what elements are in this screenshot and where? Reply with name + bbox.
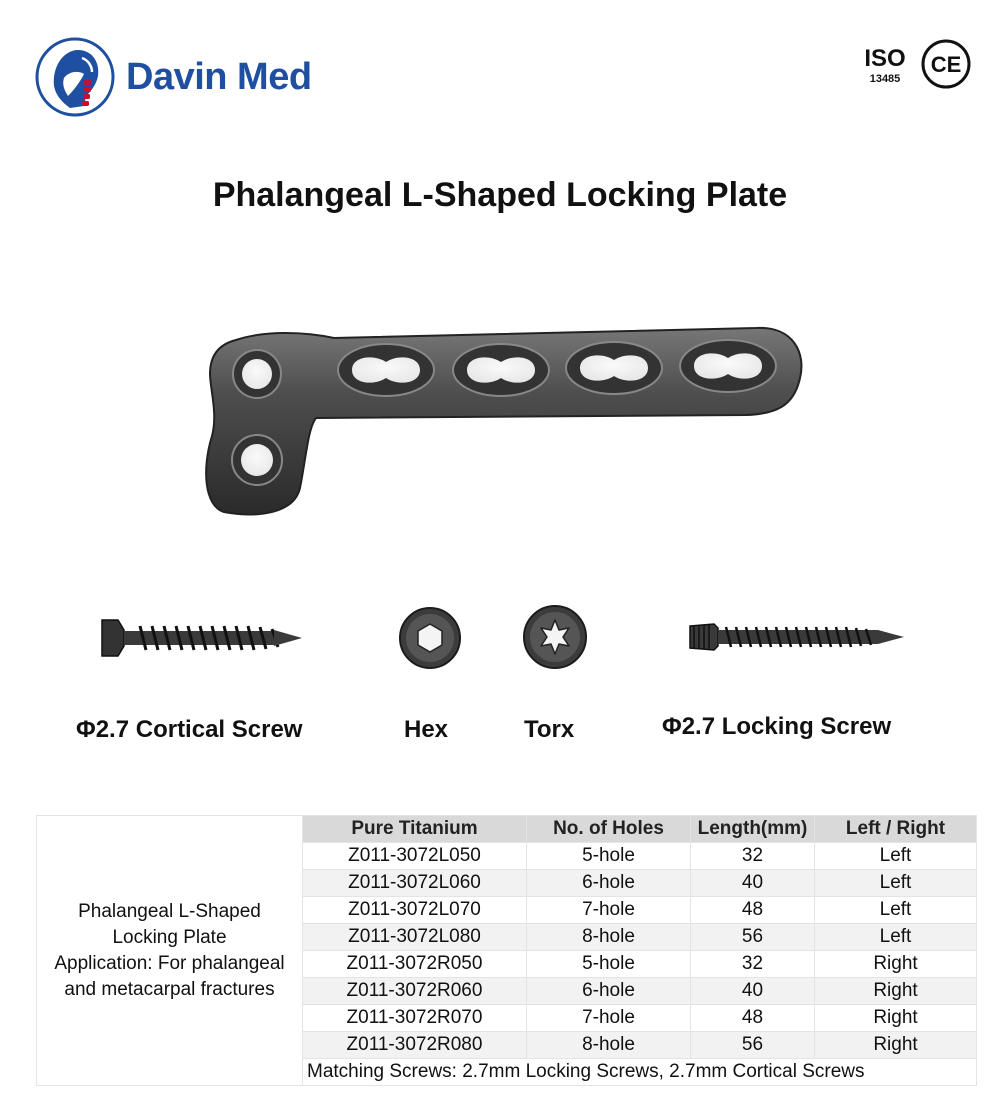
- hole-count: 7-hole: [527, 1005, 691, 1032]
- length: 56: [691, 924, 815, 951]
- column-header-side: Left / Right: [815, 816, 977, 843]
- product-description: [37, 816, 303, 1086]
- part-number: Z011-3072R070: [303, 1005, 527, 1032]
- hole-count: 5-hole: [527, 843, 691, 870]
- brand-name: Davin Med: [126, 56, 312, 98]
- iso-text: ISO: [864, 45, 906, 72]
- hole-count: 8-hole: [527, 1032, 691, 1059]
- side: Left: [815, 924, 977, 951]
- table-header-row: [37, 816, 977, 843]
- column-header-material: Pure Titanium: [303, 816, 527, 843]
- description-line: Application: For phalangeal: [54, 952, 285, 974]
- description-line: and metacarpal fractures: [64, 978, 275, 1000]
- part-number: Z011-3072L060: [303, 870, 527, 897]
- locking-screw-icon: [688, 618, 908, 656]
- side: Right: [815, 1032, 977, 1059]
- torx-label: Torx: [524, 716, 575, 743]
- description-line: Phalangeal L-Shaped: [78, 900, 261, 922]
- l-shaped-locking-plate-image: [196, 318, 808, 524]
- side: Right: [815, 978, 977, 1005]
- specification-table: [36, 815, 977, 1086]
- hole-count: 5-hole: [527, 951, 691, 978]
- length: 32: [691, 843, 815, 870]
- hole-count: 6-hole: [527, 870, 691, 897]
- column-header-length: Length(mm): [691, 816, 815, 843]
- column-header-holes: No. of Holes: [527, 816, 691, 843]
- length: 56: [691, 1032, 815, 1059]
- locking-screw-label: Φ2.7 Locking Screw: [662, 713, 892, 740]
- side: Right: [815, 1005, 977, 1032]
- cortical-screw-label: Φ2.7 Cortical Screw: [76, 716, 303, 743]
- description-line: Locking Plate: [112, 926, 227, 948]
- hole-count: 8-hole: [527, 924, 691, 951]
- length: 32: [691, 951, 815, 978]
- iso-number: 13485: [869, 73, 901, 85]
- part-number: Z011-3072R080: [303, 1032, 527, 1059]
- ce-mark-badge: [920, 38, 972, 90]
- side: Left: [815, 870, 977, 897]
- matching-screws-note: Matching Screws: 2.7mm Locking Screws, 2.7mm Cortical Screws: [303, 1059, 977, 1086]
- side: Left: [815, 897, 977, 924]
- length: 48: [691, 897, 815, 924]
- side: Right: [815, 951, 977, 978]
- hex-head-icon: [398, 606, 462, 670]
- ce-text: CE: [930, 52, 962, 77]
- iso-13485-badge: [858, 40, 912, 86]
- length: 48: [691, 1005, 815, 1032]
- torx-head-icon: [522, 604, 588, 670]
- hole-count: 7-hole: [527, 897, 691, 924]
- part-number: Z011-3072L070: [303, 897, 527, 924]
- length: 40: [691, 978, 815, 1005]
- part-number: Z011-3072L050: [303, 843, 527, 870]
- page-header: [0, 0, 1000, 130]
- brand-logo-icon: [34, 36, 116, 118]
- hex-label: Hex: [404, 716, 449, 743]
- hole-count: 6-hole: [527, 978, 691, 1005]
- side: Left: [815, 843, 977, 870]
- length: 40: [691, 870, 815, 897]
- part-number: Z011-3072L080: [303, 924, 527, 951]
- part-number: Z011-3072R060: [303, 978, 527, 1005]
- page-title: Phalangeal L-Shaped Locking Plate: [212, 176, 788, 214]
- part-number: Z011-3072R050: [303, 951, 527, 978]
- cortical-screw-icon: [100, 616, 306, 660]
